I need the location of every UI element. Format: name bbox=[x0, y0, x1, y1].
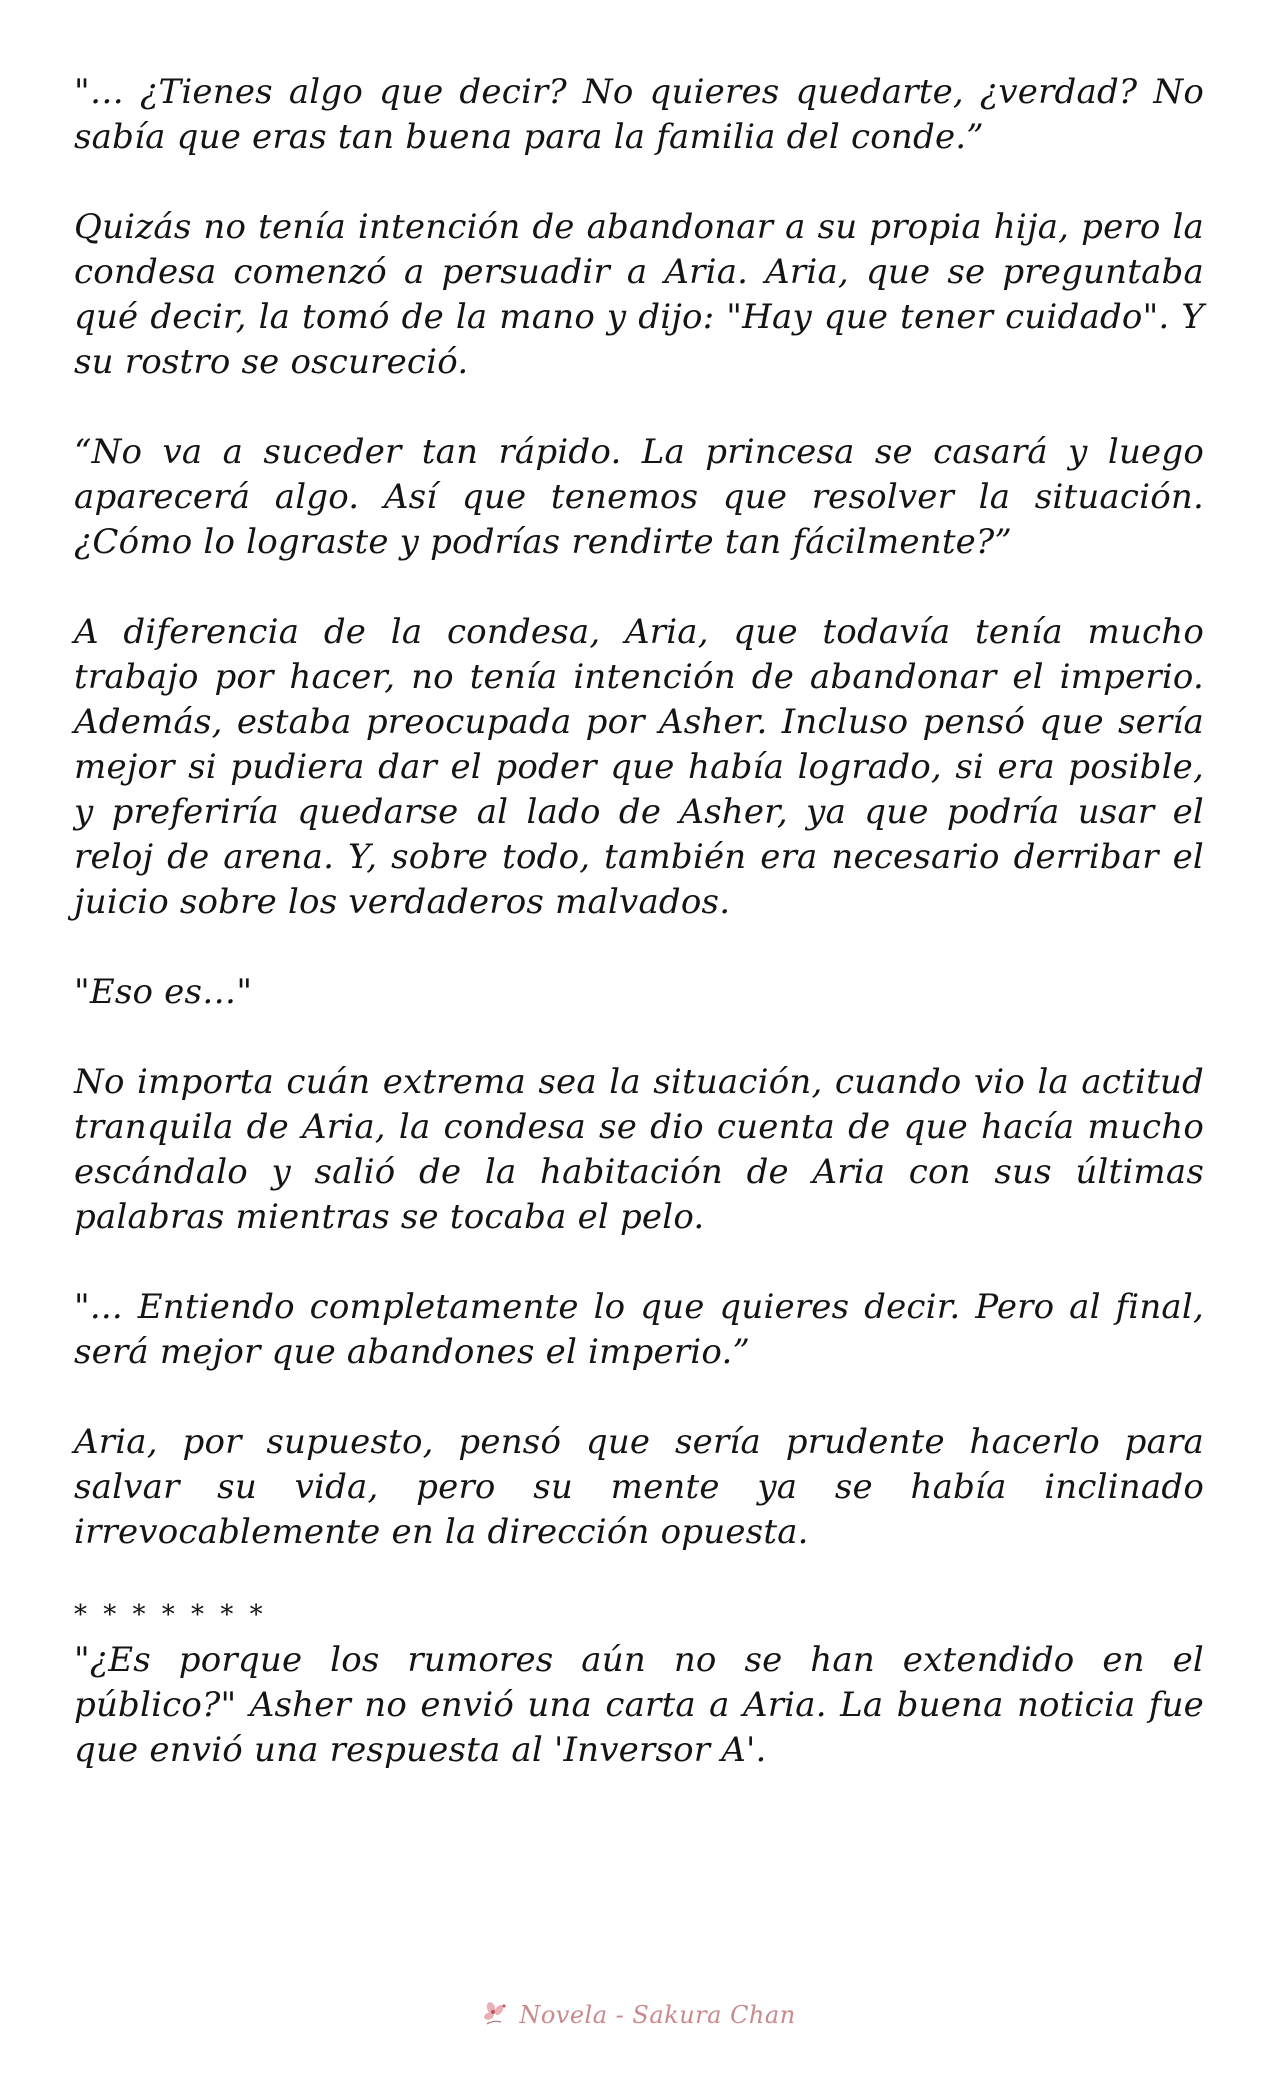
sakura-flower-icon bbox=[479, 1998, 513, 2032]
paragraph-2: Quizás no tenía intención de abandonar a su propia hija, pero la condesa comenzó a persuadir a Aria. Aria, que se preguntaba qué decir, la tomó de la mano y dijo: "Hay que tener cuidado". Y su rostro se oscureció. bbox=[74, 207, 1204, 382]
paragraph-9: "¿Es porque los rumores aún no se han extendido en el público?" Asher no envió una carta a Aria. La buena noticia fue que envió una respuesta al 'Inversor A'. bbox=[74, 1640, 1204, 1770]
document-body bbox=[74, 70, 1204, 1818]
watermark-text: Novela - Sakura Chan bbox=[519, 2001, 796, 2029]
paragraph-1: "… ¿Tienes algo que decir? No quieres quedarte, ¿verdad? No sabía que eras tan buena para la familia del conde.” bbox=[74, 72, 1204, 157]
watermark-footer bbox=[0, 1998, 1275, 2032]
paragraph-7: "... Entiendo completamente lo que quieres decir. Pero al final, será mejor que abandones el imperio.” bbox=[74, 1287, 1204, 1372]
paragraph-4: A diferencia de la condesa, Aria, que todavía tenía mucho trabajo por hacer, no tenía intención de abandonar el imperio. Además, estaba preocupada por Asher. Incluso pensó que sería mejor si pudiera dar el poder que había logrado, si era posible, y preferiría quedarse al lado de Asher, ya que podría usar el reloj de arena. Y, sobre todo, también era necesario derribar el juicio sobre los verdaderos malvados. bbox=[74, 612, 1204, 922]
paragraph-5: "Eso es…" bbox=[74, 972, 253, 1012]
paragraph-8: Aria, por supuesto, pensó que sería prudente hacerlo para salvar su vida, pero su mente ya se había inclinado irrevocablemente en la dirección opuesta. bbox=[74, 1422, 1204, 1552]
paragraph-3: “No va a suceder tan rápido. La princesa se casará y luego aparecerá algo. Así que tenemos que resolver la situación. ¿Cómo lo lograste y podrías rendirte tan fácilmente?” bbox=[74, 432, 1204, 562]
scene-separator: * * * * * * * bbox=[74, 1600, 267, 1630]
paragraph-6: No importa cuán extrema sea la situación, cuando vio la actitud tranquila de Aria, la condesa se dio cuenta de que hacía mucho escándalo y salió de la habitación de Aria con sus últimas palabras mientras se tocaba el pelo. bbox=[74, 1062, 1204, 1237]
